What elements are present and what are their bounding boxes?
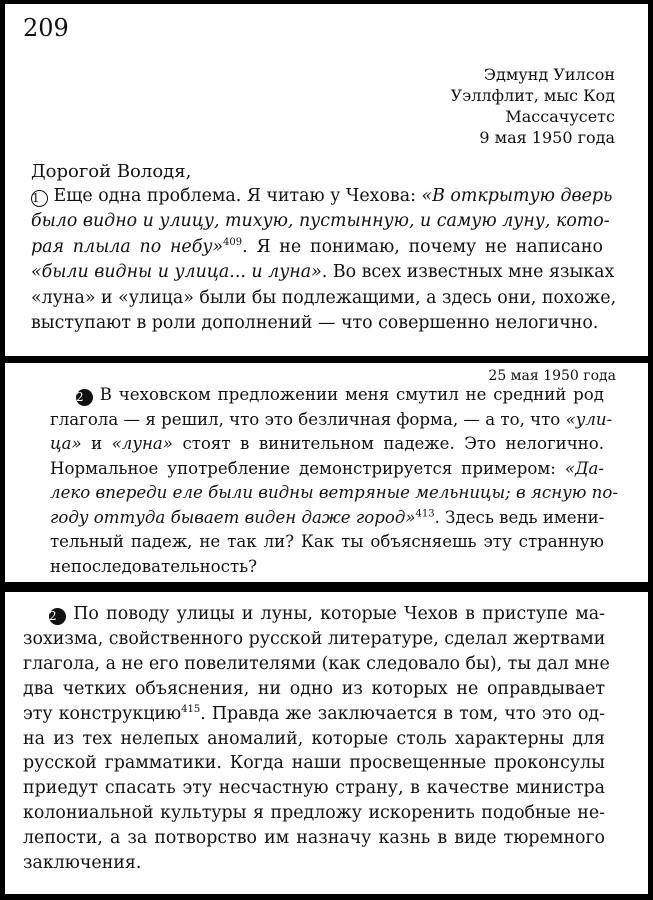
text-segment: . Я не понимаю, почему не написано xyxy=(242,236,603,257)
quoted-text: леко впереди еле были видны ветряные мельницы; в ясную по- xyxy=(50,483,618,502)
text-line xyxy=(50,408,613,433)
text-segment: выступают в роли дополнений — что совершенно нелогично. xyxy=(31,313,599,334)
text-line xyxy=(23,727,605,752)
text-line xyxy=(23,751,605,776)
text-segment: два четких объяснения, ни одно из которых не оправдывает xyxy=(23,678,605,699)
text-segment: эту конструкцию xyxy=(23,703,182,724)
text-segment: тельный падеж, не так ли? Как ты объясняешь эту странную xyxy=(50,532,604,551)
text-segment: русской грамматики. Когда наши просвещенные проконсулы xyxy=(23,753,605,774)
text-segment: зохизма, свойственного русской литературе, сделал жертвами xyxy=(23,628,606,649)
letter-greeting: Дорогой Володя, xyxy=(31,161,192,182)
text-segment: заключения. xyxy=(23,853,142,874)
text-line xyxy=(31,286,617,311)
footnote-reference: 415 xyxy=(181,703,201,715)
text-line xyxy=(23,702,605,727)
quoted-text: «В открытую дверь xyxy=(421,186,613,206)
signature-name: Эдмунд Уилсон xyxy=(483,65,615,84)
text-line xyxy=(23,627,605,652)
letter-body-wilson-followup xyxy=(50,383,618,579)
letter-panel-reply xyxy=(5,592,648,894)
text-segment: Еще одна проблема. Я читаю у Чехова: xyxy=(48,186,422,206)
text-segment: В чеховском предложении меня смутил не средний род xyxy=(93,385,604,404)
text-line xyxy=(31,235,603,260)
letter-body-reply xyxy=(23,602,610,876)
text-line xyxy=(50,383,604,408)
quoted-text: «были видны и улица... и луна» xyxy=(31,262,322,283)
text-line xyxy=(31,311,603,336)
text-line xyxy=(50,457,604,482)
text-segment: стоят в винительном падеже. Это нелогично. xyxy=(172,434,604,453)
footnote-reference: 409 xyxy=(223,237,243,249)
text-line xyxy=(23,677,605,702)
text-line xyxy=(50,506,604,531)
text-segment: непоследовательность? xyxy=(50,556,258,576)
letter-body-wilson xyxy=(31,184,617,336)
text-line xyxy=(23,826,605,851)
text-line xyxy=(23,801,605,826)
text-segment: . Правда же заключается в том, что это од- xyxy=(200,703,606,724)
text-segment: приедут спасать эту несчастную страну, в качестве министра xyxy=(23,778,605,799)
quoted-text: «луна» xyxy=(111,434,173,453)
quoted-text: ца» xyxy=(50,434,82,453)
text-segment: колониальной культуры я предложу искоренить подобные не- xyxy=(23,803,605,824)
text-line xyxy=(23,851,605,876)
signature-date: 9 мая 1950 года xyxy=(479,128,615,147)
text-line xyxy=(23,602,605,627)
quoted-text: было видно и улицу, тихую, пустынную, и самую луну, кото- xyxy=(31,211,610,232)
circled-number-icon: 1 xyxy=(31,190,48,207)
text-segment: Нормальное употребление демонстрируется примером: xyxy=(50,458,565,478)
signature-place: Уэллфлит, мыс Код xyxy=(450,86,615,105)
text-segment: на из тех нелепых аномалий, которые столь характерны для xyxy=(23,728,605,749)
text-segment: лепости, а за потворство им назначу казнь в виде тюремного xyxy=(23,828,605,849)
text-segment: . Здесь ведь имени- xyxy=(434,507,605,527)
letter-date: 25 мая 1950 года xyxy=(488,368,616,384)
letter-panel-wilson xyxy=(5,4,648,356)
text-line xyxy=(31,260,615,285)
text-segment: глагола — я решил, что это безличная форма, — а то, что xyxy=(50,409,566,429)
quoted-text: «ули- xyxy=(565,409,613,429)
letter-panel-wilson-followup xyxy=(5,363,648,582)
text-line xyxy=(23,652,610,677)
text-line xyxy=(50,432,604,457)
circled-number-icon: 2 xyxy=(76,389,93,406)
text-segment: глагола, а не его повелителями (как следовало бы), ты дал мне xyxy=(23,653,610,674)
quoted-text: «Да- xyxy=(564,458,604,478)
text-line xyxy=(23,776,605,801)
text-line xyxy=(31,184,613,209)
text-segment: и xyxy=(81,434,112,453)
circled-number-icon: 2 xyxy=(49,608,66,625)
footnote-reference: 413 xyxy=(415,507,435,519)
text-segment: . Во всех известных мне языках xyxy=(321,262,615,283)
signature-state: Массачусетс xyxy=(505,107,615,126)
text-line xyxy=(31,209,610,234)
text-line xyxy=(50,555,604,580)
text-line xyxy=(50,530,604,555)
text-segment: По поводу улицы и луны, которые Чехов в приступе ма- xyxy=(66,604,605,624)
quoted-text: году оттуда бывает виден даже город» xyxy=(50,507,416,527)
text-line xyxy=(50,481,618,506)
text-segment: «луна» и «улица» были бы подлежащими, а здесь они, похоже, xyxy=(31,287,617,308)
quoted-text: рая плыла по небу» xyxy=(31,236,224,257)
letter-signature-block xyxy=(451,64,615,148)
page-number: 209 xyxy=(23,14,69,42)
